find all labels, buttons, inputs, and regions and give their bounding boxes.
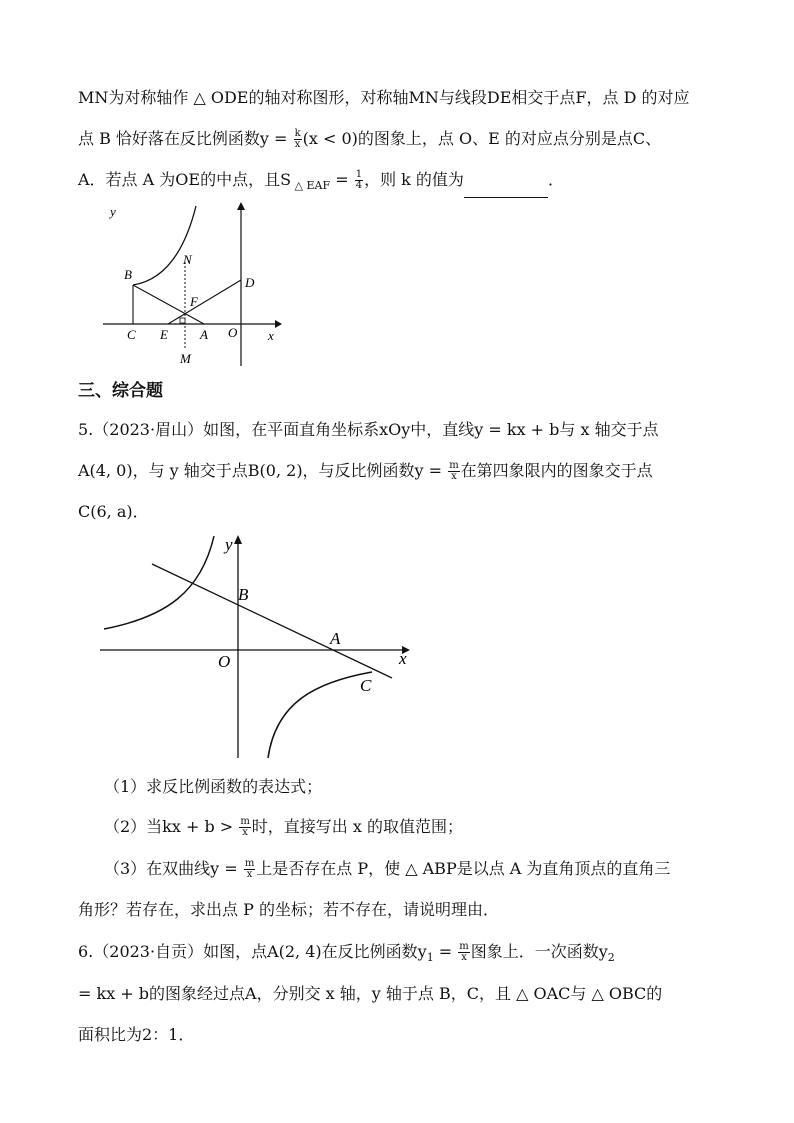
problem4-line2: 点 B 恰好落在反比例函数y = $\frac{k}{x}$ (x < 0)的图象上，点 O、E 的对应点分别是点C、 xyxy=(78,128,662,150)
fraction: $\frac{m}{x}$ xyxy=(459,941,469,963)
label-N: N xyxy=(183,252,192,267)
label-A: A xyxy=(200,327,208,342)
section-heading: 三、综合题 xyxy=(78,381,163,401)
label-y: y xyxy=(225,535,233,554)
label-E: E xyxy=(160,327,168,342)
problem6-line2: = kx + b的图象经过点A，分别交 x 轴，y 轴于点 B，C，且 △ OAC与 △ OBC的 xyxy=(78,984,663,1003)
label-A: A xyxy=(330,629,341,648)
problem5-q3-line2: 角形？若存在，求出点 P 的坐标；若不存在，请说明理由． xyxy=(78,900,499,919)
fraction: $\frac{m}{x}$ xyxy=(449,460,459,482)
label-x: x xyxy=(268,328,274,343)
problem5-line2: A(4, 0)，与 y 轴交于点B(0, 2)，与反比例函数y = $\frac{m}{x}$ 在第四象限内的图象交于点 xyxy=(78,460,653,482)
problem5-figure xyxy=(96,532,416,762)
label-B: B xyxy=(238,585,249,604)
label-F: F xyxy=(190,294,198,309)
problem5-q1: （1）求反比例函数的表达式； xyxy=(104,777,323,796)
label-O: O xyxy=(218,652,231,671)
label-x: x xyxy=(399,649,407,668)
label-O: O xyxy=(228,325,238,340)
fraction: $\frac{k}{x}$ xyxy=(294,128,301,150)
problem4-line1: MN为对称轴作 △ ODE的轴对称图形，对称轴MN与线段DE相交于点F，点 D 的对应 xyxy=(78,88,690,107)
fraction: $\frac{m}{x}$ xyxy=(240,816,250,838)
problem4-figure xyxy=(98,198,283,368)
label-M: M xyxy=(180,351,191,366)
label-D: D xyxy=(245,275,255,290)
problem5-q3: （3）在双曲线y = $\frac{m}{x}$ 上是否存在点 P，使 △ ABP是以点 A 为直角顶点的直角三 xyxy=(104,858,671,880)
label-C: C xyxy=(127,327,136,342)
label-B: B xyxy=(124,267,132,282)
problem5-line3: C(6, a)． xyxy=(78,502,149,521)
fraction: $\frac{m}{x}$ xyxy=(244,858,255,880)
problem6-line3: 面积比为2：1． xyxy=(78,1025,195,1044)
problem4-line3: A．若点 A 为OE的中点，且S $_{\triangle EAF}$ = $\frac{1}{4}$ ，则 k 的值为 ． xyxy=(78,168,564,198)
label-C: C xyxy=(360,676,372,695)
label-y: y xyxy=(110,204,116,219)
answer-blank xyxy=(464,181,548,198)
fraction: $\frac{1}{4}$ xyxy=(355,169,363,191)
problem6-line1: 6.（2023·自贡）如图，点A(2, 4)在反比例函数$y_1$ = $\frac{m}{x}$ 图象上．一次函数$y_2$ xyxy=(78,941,615,965)
problem5-q2: （2）当kx + b > $\frac{m}{x}$ 时，直接写出 x 的取值范围； xyxy=(104,816,463,838)
problem5-line1: 5.（2023·眉山）如图，在平面直角坐标系xOy中，直线y = kx + b与 x 轴交于点 xyxy=(78,420,659,439)
